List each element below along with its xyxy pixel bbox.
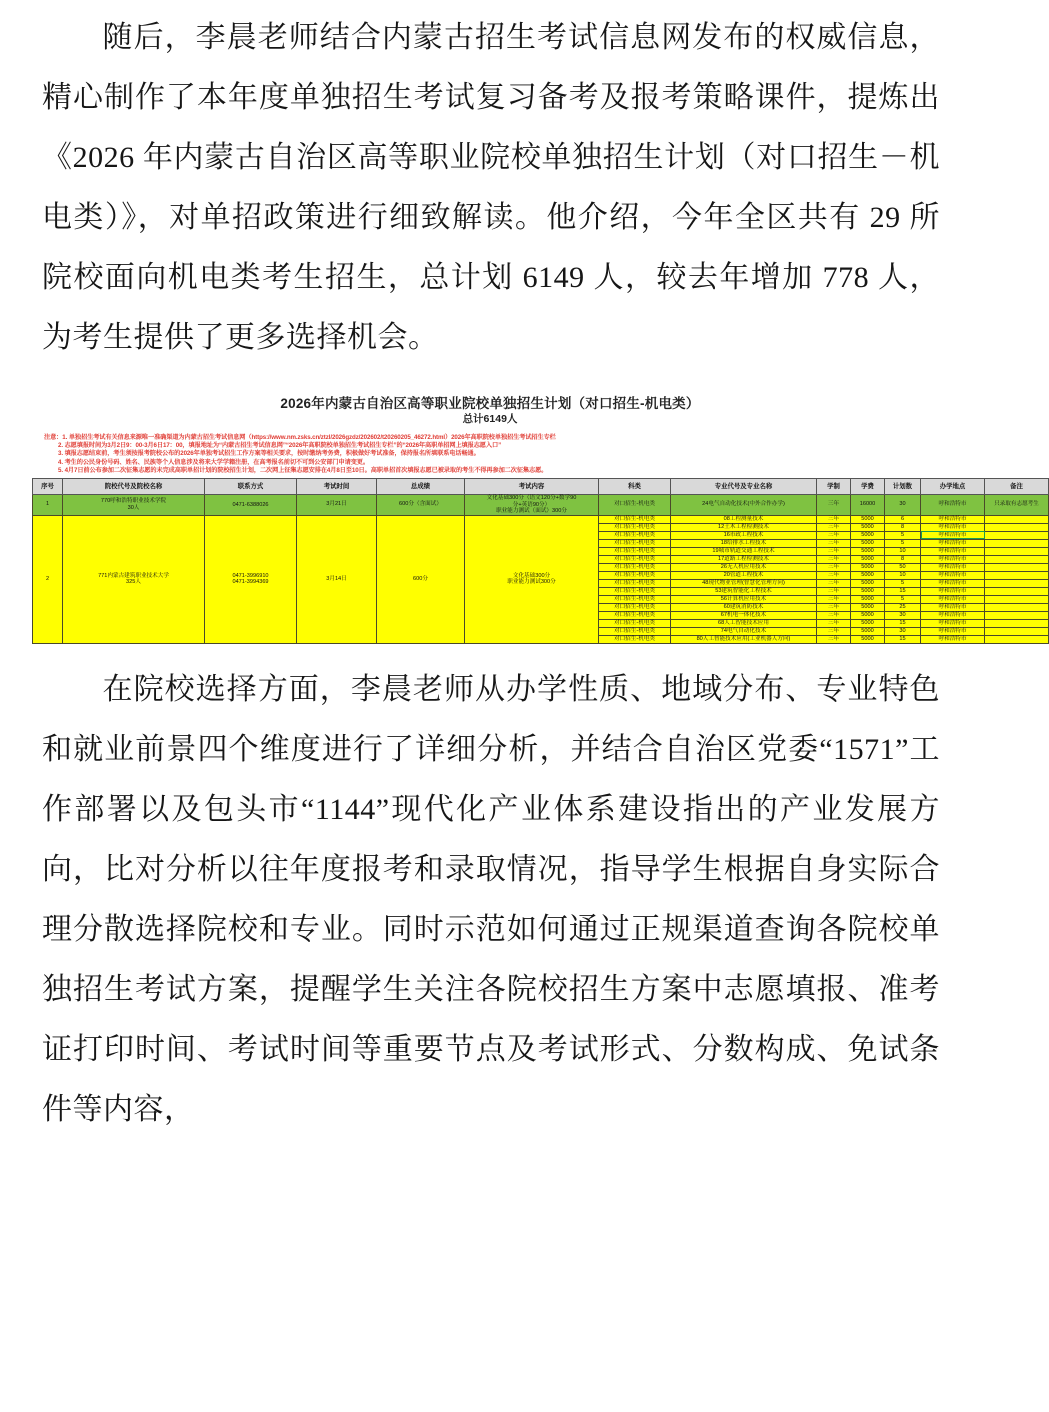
cell-study-years[interactable]: 三年 bbox=[817, 635, 851, 643]
cell-tuition-fee[interactable]: 5000 bbox=[851, 611, 885, 619]
note-line-3: 3. 填报志愿结束前，考生须按报考院校公布的2026年单独考试招生工作方案等相关要求，按时缴纳考务费，积极做好考试准备，保持报名所填联系电话畅通。 bbox=[58, 450, 480, 458]
cell-major-name[interactable]: 48现代物业管理(智慧化管理方向) bbox=[671, 579, 817, 587]
cell-tuition-fee[interactable]: 5000 bbox=[851, 587, 885, 595]
cell-line: 325人 bbox=[126, 579, 141, 586]
cell-campus-location[interactable]: 呼和浩特市 bbox=[921, 611, 985, 619]
cell-remark[interactable] bbox=[985, 619, 1049, 627]
cell-tuition-fee[interactable]: 5000 bbox=[851, 531, 885, 539]
cell-campus-location[interactable]: 呼和浩特市 bbox=[921, 571, 985, 579]
spreadsheet-grid-wrap bbox=[0, 478, 1039, 644]
cell-line: 0471-3994369 bbox=[232, 579, 269, 586]
cell-tuition-fee[interactable]: 5000 bbox=[851, 563, 885, 571]
cell-plan-count[interactable]: 30 bbox=[885, 495, 921, 516]
cell-remark[interactable] bbox=[985, 627, 1049, 635]
cell-remark[interactable] bbox=[985, 523, 1049, 531]
cell-campus-location[interactable]: 呼和浩特市 bbox=[921, 495, 985, 516]
cell-campus-location[interactable]: 呼和浩特市 bbox=[921, 627, 985, 635]
cell-plan-count[interactable]: 8 bbox=[885, 555, 921, 563]
spreadsheet-title-block bbox=[0, 382, 980, 432]
cell-line: 30人 bbox=[127, 504, 140, 511]
embedded-spreadsheet bbox=[0, 382, 1039, 644]
cell-line: 文化基础300分 bbox=[512, 572, 551, 579]
cell-school-name[interactable] bbox=[63, 495, 205, 516]
cell-major-name[interactable]: 68人工智能技术应用 bbox=[671, 619, 817, 627]
cell-remark[interactable] bbox=[985, 563, 1049, 571]
cell-remark[interactable] bbox=[985, 603, 1049, 611]
cell-major-name[interactable]: 18给排水工程技术 bbox=[671, 539, 817, 547]
cell-total-score[interactable]: 600分 bbox=[377, 515, 465, 643]
col-header-index: 序号 bbox=[33, 479, 63, 495]
table-header bbox=[33, 479, 1049, 495]
cell-line: 0471-3996910 bbox=[232, 572, 269, 579]
col-header-place: 办学地点 bbox=[921, 479, 985, 495]
cell-line: 职业能力测试（面试）300分 bbox=[496, 508, 567, 515]
cell-campus-location[interactable]: 呼和浩特市 bbox=[921, 523, 985, 531]
cell-plan-count[interactable]: 30 bbox=[885, 627, 921, 635]
cell-study-years[interactable]: 三年 bbox=[817, 579, 851, 587]
note-line-2: 2. 志愿填报时间为3月2日9：00-3月6日17：00，填报地址为“内蒙古招生考试信息网”“2026年高职院校单独招生考试招生专栏”的“2026年高职单招网上填报志愿入口” bbox=[58, 442, 502, 450]
cell-category[interactable]: 对口招生-机电类 bbox=[599, 531, 671, 539]
cell-category[interactable]: 对口招生-机电类 bbox=[599, 603, 671, 611]
note-line-5: 5. 4月7日前公布参加二次征集志愿的未完成高职单招计划的院校招生计划，二次网上征集志愿安排在4月8日至10日。高职单招首次填报志愿已被录取的考生不得再参加二次征集志愿。 bbox=[58, 466, 548, 474]
cell-major-name[interactable]: 74电气自动化技术 bbox=[671, 627, 817, 635]
cell-major-name[interactable]: 60建筑消防技术 bbox=[671, 603, 817, 611]
cell-major-name[interactable]: 20管道工程技术 bbox=[671, 571, 817, 579]
cell-plan-count[interactable]: 10 bbox=[885, 547, 921, 555]
cell-remark[interactable] bbox=[985, 515, 1049, 523]
paragraph-two bbox=[0, 660, 980, 1140]
table-row bbox=[33, 515, 1049, 523]
cell-remark[interactable] bbox=[985, 531, 1049, 539]
cell-major-name[interactable]: 56计算机应用技术 bbox=[671, 595, 817, 603]
cell-category[interactable]: 对口招生-机电类 bbox=[599, 555, 671, 563]
cell-tuition-fee[interactable]: 5000 bbox=[851, 627, 885, 635]
cell-major-name[interactable]: 24电气自动化技术(中外合作办学) bbox=[671, 495, 817, 516]
cell-study-years[interactable]: 三年 bbox=[817, 627, 851, 635]
cell-exam-content[interactable] bbox=[465, 495, 599, 516]
cell-remark[interactable] bbox=[985, 571, 1049, 579]
cell-campus-location[interactable]: 呼和浩特市 bbox=[921, 515, 985, 523]
cell-campus-location[interactable]: 呼和浩特市 bbox=[921, 531, 985, 539]
cell-index[interactable]: 2 bbox=[33, 515, 63, 643]
cell-study-years[interactable]: 三年 bbox=[817, 523, 851, 531]
cell-category[interactable]: 对口招生-机电类 bbox=[599, 515, 671, 523]
cell-remark[interactable] bbox=[985, 539, 1049, 547]
cell-campus-location[interactable]: 呼和浩特市 bbox=[921, 547, 985, 555]
note-line-4: 4. 考生的公民身份号码、姓名、民族等个人信息涉及将来大学学籍注册，在高考报名前切不可到公安部门申请变更。 bbox=[58, 458, 369, 466]
cell-plan-count[interactable]: 5 bbox=[885, 531, 921, 539]
cell-category[interactable]: 对口招生-机电类 bbox=[599, 495, 671, 516]
cell-remark[interactable] bbox=[985, 555, 1049, 563]
cell-study-years[interactable]: 三年 bbox=[817, 587, 851, 595]
cell-campus-location[interactable]: 呼和浩特市 bbox=[921, 555, 985, 563]
cell-study-years[interactable]: 三年 bbox=[817, 495, 851, 516]
note-line-1: 注意：1. 单独招生考试有关信息来源唯一准确渠道为内蒙古招生考试信息网（https://www.nm.zsks.cn/ztzl/2026gzdz/202602/t20260205_46272.html）2026年高职院校单独招生考试招生专栏 bbox=[44, 434, 556, 441]
cell-major-name[interactable]: 19城市轨道交通工程技术 bbox=[671, 547, 817, 555]
cell-major-name[interactable]: 67机电一体化技术 bbox=[671, 611, 817, 619]
cell-tuition-fee[interactable]: 5000 bbox=[851, 635, 885, 643]
cell-tuition-fee[interactable]: 5000 bbox=[851, 555, 885, 563]
paragraph-one-text: 随后，李晨老师结合内蒙古招生考试信息网发布的权威信息，精心制作了本年度单独招生考试复习备考及报考策略课件，提炼出《2026 年内蒙古自治区高等职业院校单独招生计划（对口招生－机电类）》，对单招政策进行细致解读。他介绍，今年全区共有 29 所院校面向机电类考生招生，总计划 6149 人，较去年增加 778 人，为考生提供了更多选择机会。 bbox=[42, 21, 940, 354]
cell-contact-phone[interactable] bbox=[205, 515, 297, 643]
cell-category[interactable]: 对口招生-机电类 bbox=[599, 563, 671, 571]
col-header-contact: 联系方式 bbox=[205, 479, 297, 495]
col-header-major: 专业代号及专业名称 bbox=[671, 479, 817, 495]
cell-remark[interactable] bbox=[985, 579, 1049, 587]
cell-plan-count[interactable]: 6 bbox=[885, 515, 921, 523]
col-header-category: 科类 bbox=[599, 479, 671, 495]
cell-plan-count[interactable]: 5 bbox=[885, 579, 921, 587]
paragraph-two-text: 在院校选择方面，李晨老师从办学性质、地域分布、专业特色和就业前景四个维度进行了详细分析，并结合自治区党委“1571”工作部署以及包头市“1144”现代化产业体系建设指出的产业发展方向，比对分析以往年度报考和录取情况，指导学生根据自身实际合理分散选择院校和专业。同时示范如何通过正规渠道查询各院校单独招生考试方案，提醒学生关注各院校招生方案中志愿填报、准考证打印时间、考试时间等重要节点及考试形式、分数构成、免试条件等内容， bbox=[42, 672, 940, 1126]
table-row bbox=[33, 495, 1049, 516]
cell-category[interactable]: 对口招生-机电类 bbox=[599, 635, 671, 643]
col-header-fee: 学费 bbox=[851, 479, 885, 495]
cell-category[interactable]: 对口招生-机电类 bbox=[599, 619, 671, 627]
layout-spacer bbox=[0, 650, 980, 660]
col-header-score: 总成绩 bbox=[377, 479, 465, 495]
cell-category[interactable]: 对口招生-机电类 bbox=[599, 523, 671, 531]
cell-plan-count[interactable]: 5 bbox=[885, 539, 921, 547]
cell-line: 771内蒙古建筑职业技术大学 bbox=[98, 572, 169, 579]
col-header-school: 院校代号及院校名称 bbox=[63, 479, 205, 495]
cell-study-years[interactable]: 三年 bbox=[817, 539, 851, 547]
cell-remark[interactable] bbox=[985, 595, 1049, 603]
cell-tuition-fee[interactable]: 5000 bbox=[851, 603, 885, 611]
cell-line: 770呼和浩特职业技术学院 bbox=[100, 498, 167, 505]
cell-category[interactable]: 对口招生-机电类 bbox=[599, 579, 671, 587]
cell-major-name[interactable]: 26无人机应用技术 bbox=[671, 563, 817, 571]
cell-category[interactable]: 对口招生-机电类 bbox=[599, 611, 671, 619]
spreadsheet-subtitle: 总计6149人 bbox=[462, 413, 518, 425]
cell-category[interactable]: 对口招生-机电类 bbox=[599, 547, 671, 555]
cell-plan-count[interactable]: 5 bbox=[885, 595, 921, 603]
cell-plan-count[interactable]: 15 bbox=[885, 635, 921, 643]
cell-line: 职业能力测试300分 bbox=[507, 579, 556, 586]
cell-plan-count[interactable]: 50 bbox=[885, 563, 921, 571]
col-header-examdate: 考试时间 bbox=[297, 479, 377, 495]
cell-exam-date[interactable]: 3月21日 bbox=[297, 495, 377, 516]
col-header-plan: 计划数 bbox=[885, 479, 921, 495]
cell-remark[interactable] bbox=[985, 611, 1049, 619]
cell-major-name[interactable]: 17道路工程检测技术 bbox=[671, 555, 817, 563]
cell-tuition-fee[interactable]: 5000 bbox=[851, 547, 885, 555]
cell-remark[interactable] bbox=[985, 587, 1049, 595]
cell-plan-count[interactable]: 10 bbox=[885, 571, 921, 579]
cell-major-name[interactable]: 12土木工程检测技术 bbox=[671, 523, 817, 531]
spreadsheet-title: 2026年内蒙古自治区高等职业院校单独招生计划（对口招生-机电类） bbox=[280, 396, 700, 411]
cell-campus-location[interactable]: 呼和浩特市 bbox=[921, 595, 985, 603]
cell-plan-count[interactable]: 8 bbox=[885, 523, 921, 531]
cell-exam-date[interactable]: 3月14日 bbox=[297, 515, 377, 643]
cell-tuition-fee[interactable]: 5000 bbox=[851, 571, 885, 579]
cell-study-years[interactable]: 三年 bbox=[817, 555, 851, 563]
cell-campus-location[interactable]: 呼和浩特市 bbox=[921, 563, 985, 571]
cell-remark[interactable] bbox=[985, 547, 1049, 555]
cell-campus-location[interactable]: 呼和浩特市 bbox=[921, 579, 985, 587]
cell-tuition-fee[interactable]: 5000 bbox=[851, 579, 885, 587]
cell-contact-phone[interactable] bbox=[205, 495, 297, 516]
table-body bbox=[33, 495, 1049, 644]
spreadsheet-notes bbox=[0, 432, 980, 478]
cell-tuition-fee[interactable]: 5000 bbox=[851, 619, 885, 627]
cell-tuition-fee[interactable]: 5000 bbox=[851, 539, 885, 547]
cell-line: 0471-6388026 bbox=[232, 501, 269, 508]
cell-study-years[interactable]: 三年 bbox=[817, 619, 851, 627]
cell-total-score[interactable]: 600分（含面试） bbox=[377, 495, 465, 516]
cell-plan-count[interactable]: 25 bbox=[885, 603, 921, 611]
cell-plan-count[interactable]: 15 bbox=[885, 587, 921, 595]
cell-campus-location[interactable]: 呼和浩特市 bbox=[921, 603, 985, 611]
cell-study-years[interactable]: 三年 bbox=[817, 571, 851, 579]
cell-remark[interactable] bbox=[985, 635, 1049, 643]
cell-tuition-fee[interactable]: 5000 bbox=[851, 515, 885, 523]
cell-category[interactable]: 对口招生-机电类 bbox=[599, 627, 671, 635]
cell-line: 文化基础300分（语文120分+数学90 bbox=[486, 495, 577, 502]
cell-study-years[interactable]: 三年 bbox=[817, 563, 851, 571]
cell-campus-location[interactable]: 呼和浩特市 bbox=[921, 539, 985, 547]
cell-remark[interactable]: 只录取有志愿考生 bbox=[985, 495, 1049, 516]
cell-exam-content[interactable] bbox=[465, 515, 599, 643]
cell-category[interactable]: 对口招生-机电类 bbox=[599, 539, 671, 547]
col-header-examcontent: 考试内容 bbox=[465, 479, 599, 495]
cell-tuition-fee[interactable]: 16000 bbox=[851, 495, 885, 516]
cell-category[interactable]: 对口招生-机电类 bbox=[599, 595, 671, 603]
col-header-years: 学制 bbox=[817, 479, 851, 495]
cell-major-name[interactable]: 80人工智能技术应用(工业机器人方向) bbox=[671, 635, 817, 643]
cell-index[interactable]: 1 bbox=[33, 495, 63, 516]
cell-campus-location[interactable]: 呼和浩特市 bbox=[921, 619, 985, 627]
cell-tuition-fee[interactable]: 5000 bbox=[851, 523, 885, 531]
cell-plan-count[interactable]: 30 bbox=[885, 611, 921, 619]
cell-major-name[interactable]: 16市政工程技术 bbox=[671, 531, 817, 539]
cell-school-name[interactable] bbox=[63, 515, 205, 643]
cell-plan-count[interactable]: 15 bbox=[885, 619, 921, 627]
table-header-row bbox=[33, 479, 1049, 495]
cell-tuition-fee[interactable]: 5000 bbox=[851, 595, 885, 603]
paragraph-one bbox=[0, 0, 980, 368]
cell-major-name[interactable]: 08工程测量技术 bbox=[671, 515, 817, 523]
cell-line: 分+英语90分） bbox=[512, 501, 551, 508]
cell-major-name[interactable]: 53建筑智能化工程技术 bbox=[671, 587, 817, 595]
cell-category[interactable]: 对口招生-机电类 bbox=[599, 571, 671, 579]
cell-study-years[interactable]: 三年 bbox=[817, 547, 851, 555]
cell-category[interactable]: 对口招生-机电类 bbox=[599, 587, 671, 595]
cell-study-years[interactable]: 三年 bbox=[817, 595, 851, 603]
cell-study-years[interactable]: 三年 bbox=[817, 515, 851, 523]
cell-study-years[interactable]: 三年 bbox=[817, 531, 851, 539]
col-header-remark: 备注 bbox=[985, 479, 1049, 495]
cell-study-years[interactable]: 三年 bbox=[817, 611, 851, 619]
cell-campus-location[interactable]: 呼和浩特市 bbox=[921, 635, 985, 643]
admission-plan-table bbox=[32, 478, 1049, 644]
cell-study-years[interactable]: 三年 bbox=[817, 603, 851, 611]
cell-campus-location[interactable]: 呼和浩特市 bbox=[921, 587, 985, 595]
